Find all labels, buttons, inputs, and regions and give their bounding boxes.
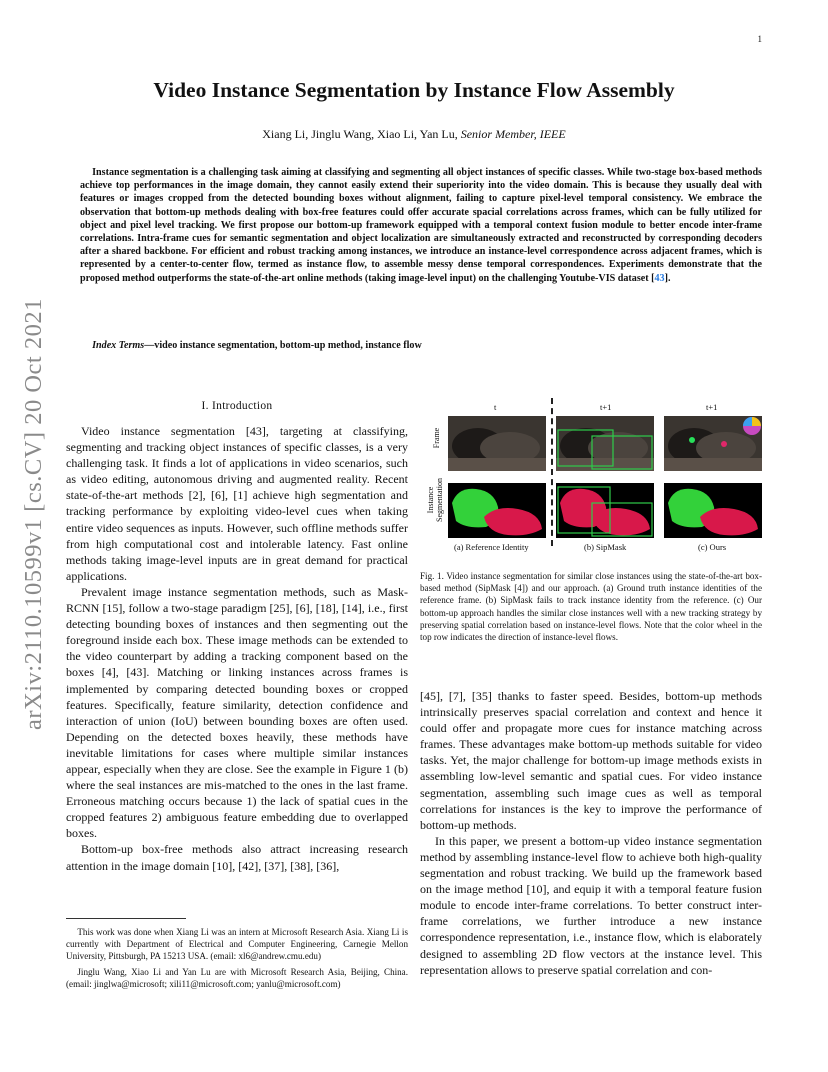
figure-caption: Fig. 1. Video instance segmentation for similar close instances using the state-of-the-art box-based method (SipMask [4]) and our approach. (a) Ground truth instance identities of the reference frame. (b) SipMask fails to track instance identity from the reference. (c) Our bottom-up approach handles the similar close instances well with a new tracking strategy by preserving spatial correlation based on instance-level flows. Note that the color wheel in the top row indicates the direction of instance-level flows. [420,571,762,643]
right-column [420,688,762,978]
row-label-frame: Frame [432,427,441,449]
arxiv-stamp: arXiv:2110.10599v1 [cs.CV] 20 Oct 2021 [20,298,47,730]
index-terms-text: —video instance segmentation, bottom-up method, instance flow [144,340,422,351]
subcaption-b: (b) SipMask [584,542,627,552]
segmentation-image-c [664,483,762,538]
author-names: Xiang Li, Jinglu Wang, Xiao Li, Yan Lu, [262,127,458,141]
footnote-2: Jinglu Wang, Xiao Li and Yan Lu are with Microsoft Research Asia, Beijing, China. (email: jinglwa@microsoft; xili11@microsoft.com; yanlu@microsoft.com) [66,966,408,989]
frame-image-b [556,416,654,471]
intro-paragraph-2: Prevalent image instance segmentation methods, such as Mask-RCNN [15], follow a two-stage paradigm [25], [6], [18], [14], i.e., first detecting bounding boxes of instances and then segmenting out the foreground inside each box. These image methods can be extended to the video counterpart by adding a tracking component based on the boxes [4], [43]. Matching or linking instances across frames is implemented by comparing detected bounding boxes or cropped features. Specifically, feature similarity, detection confidence and interaction of union (IoU) between bounding boxes are often used. Depending on the detected boxes heavily, these methods have inevitable limitations for cases where multiple similar instances appear, especially when they are close. See the example in Figure 1 (b) where the seal instances are mis-matched to the ones in the last frame. Erroneous matching occurs because 1) the lack of spatial cues in the cropped features 2) ambiguous feature embedding due to overlapped boxes. [66,584,408,841]
figure-1 [420,402,762,554]
author-suffix: Senior Member, IEEE [460,127,566,141]
frame-image-c [664,416,762,471]
frame-separator [551,398,553,546]
section-heading: I. Introduction [201,400,273,412]
col-label-t1-b: t+1 [600,402,612,412]
abstract-text: Instance segmentation is a challenging task aiming at classifying and segmenting all object instances of specific classes. While two-stage box-based methods achieve top performances in the image domain, they cannot easily extend their superiority into the video domain. This is because they usually deal with features or images cropped from the detected bounding boxes without alignment, failing to capture pixel-level temporal consistency. We embrace the observation that bottom-up methods dealing with box-free features could offer accurate spacial correlations across frames, which can be fully utilized for object and pixel level tracking. We first propose our bottom-up framework equipped with a temporal context fusion module to better encode inter-frame correlations. Intra-frame cues for semantic segmentation and object localization are simultaneously extracted and reconstructed by corresponding decoders after a shared backbone. For efficient and robust tracking among instances, we introduce an instance-level correspondence across adjacent frames, which is represented by a center-to-center flow, termed as instance flow, to assemble messy dense temporal correspondences. Experiments demonstrate that the proposed method outperforms the state-of-the-art online methods (taking image-level input) on the challenging Youtube-VIS dataset [ [80,167,762,284]
author-line [60,127,768,142]
intro-paragraph-1: Video instance segmentation [43], targeting at classifying, segmenting and tracking object instances of specific classes, is a very challenging task. It finds a lot of applications in video scenarios, such as video editing, autonomous driving and augmented reality. Recent state-of-the-art methods [2], [6], [1] achieve high segmentation and tracking performance by exploiting video-level cues when taking entire video sequences as inputs. However, such offline methods suffer from high computational cost and intolerable latency. Fast online methods taking image-level inputs are in great demand for practical applications. [66,424,408,583]
footnotes [66,926,408,993]
segmentation-image-b [556,483,654,538]
col-label-t1-c: t+1 [706,402,718,412]
intro-paragraph-3: Bottom-up box-free methods also attract increasing research attention in the image domain [10], [42], [37], [38], [36], [66,842,408,873]
footnote-1: This work was done when Xiang Li was an intern at Microsoft Research Asia. Xiang Li is currently with Department of Electrical and Computer Engineering, Carnegie Mellon University, Pittsburgh, PA 15213 USA. (email: xl6@andrew.cmu.edu) [66,927,408,962]
abstract [80,166,762,285]
frame-image-a [448,416,546,471]
index-terms [80,340,762,351]
intro-paragraph-5: In this paper, we present a bottom-up video instance segmentation method by assembling instance-level flow to achieve both high-quality segmentation and robust tracking. We build up the framework based on the image method [10], and equip it with a temporal feature fusion module to encode inter-frame correlations. To better construct inter-frame correlations, we further introduce a new instance correspondence representation, i.e., instance flow, which is elaborately designed to assembling 2D flow vectors at the instance level. This representation allows to preserve spatial correlation and con- [420,833,762,977]
col-label-t: t [494,402,497,412]
footnote-rule [66,918,186,919]
left-column [66,423,408,874]
abstract-end: ]. [664,272,671,284]
paper-title: Video Instance Segmentation by Instance Flow Assembly [153,78,675,102]
intro-paragraph-4: [45], [7], [35] thanks to faster speed. Besides, bottom-up methods intrinsically preserves spacial correlation and context and hence it could offer and propagate more cues for instance matching across frames. These advantages make bottom-up methods suitable for video tasks. Yet, the major challenge for bottom-up image methods exists in assembling low-level semantic and spatial cues. For video instance segmentation, assembling such image cues as well as temporal correlations for instances is the key to improve the performance of bottom-up methods. [420,689,762,832]
segmentation-image-a [448,483,546,538]
citation-link[interactable]: 43 [654,272,665,284]
subcaption-c: (c) Ours [698,542,727,552]
row-label-segmentation: Instance Segmentation [426,478,444,522]
page-number: 1 [757,34,762,44]
subcaption-a: (a) Reference Identity [454,542,529,552]
index-terms-label: Index Terms [92,340,145,351]
